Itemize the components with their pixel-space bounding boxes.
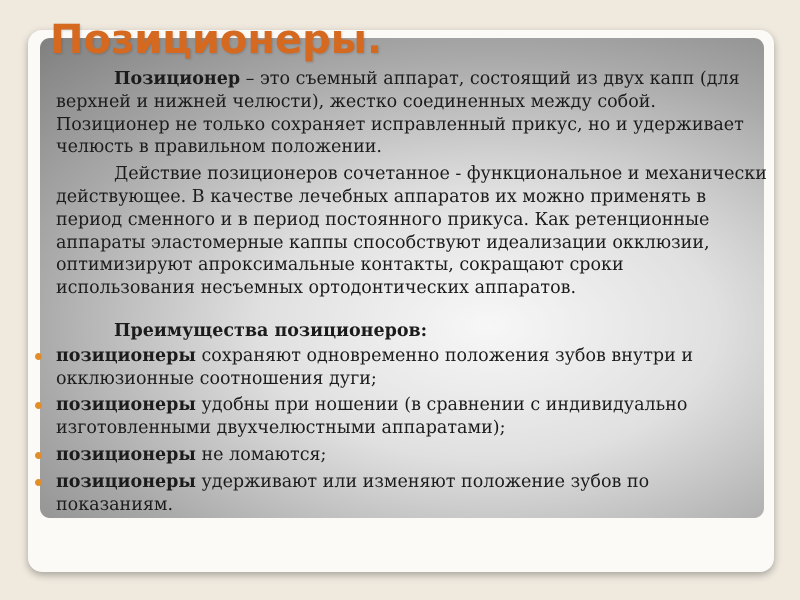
advantages-heading: Преимущества позиционеров: [114,320,428,341]
advantages-list [56,345,768,517]
advantage-text: не ломаются; [195,444,327,465]
advantage-text: удобны при ношении (в сравнении с индивидуально изготовленными двухчелюстными аппаратами); [56,395,688,439]
advantage-text: сохраняют одновременно положения зубов внутри и окклюзионные соотношения дуги; [56,345,693,389]
definition-term: Позиционер [114,69,241,89]
definition-paragraph [56,68,768,159]
slide-title: Позиционеры. [50,17,383,63]
action-paragraph: Действие позиционеров сочетанное - функциональное и механически действующее. В качестве лечебных аппаратов их можно применять в период сменного и в период постоянного прикуса. Как ретенционные аппараты эластомерные каппы способствуют идеализации окклюзии, оптимизируют апроксимальные контакты, сокращают сроки использования несъемных ортодонтических аппаратов. [56,164,767,299]
spacer [56,304,768,320]
bullet-icon [35,353,42,360]
advantage-term: позиционеры [56,471,196,492]
definition-text: – это съемный аппарат, состоящий из двух капп (для верхней и нижней челюсти), жестко соединенных между собой. Позиционер не только сохраняет исправленный прикус, но и удерживает челюсть в правильном положении. [56,69,744,158]
advantage-term: позиционеры [56,345,196,366]
slide-body [56,68,768,520]
advantage-item [56,394,768,440]
advantage-item [56,471,768,517]
advantage-item [56,444,768,467]
bullet-icon [35,452,42,459]
advantage-item [56,345,768,391]
advantage-text: удерживают или изменяют положение зубов по показаниям. [56,471,650,515]
advantage-term: позиционеры [56,395,196,416]
advantage-term: позиционеры [56,444,196,465]
bullet-icon [35,479,42,486]
